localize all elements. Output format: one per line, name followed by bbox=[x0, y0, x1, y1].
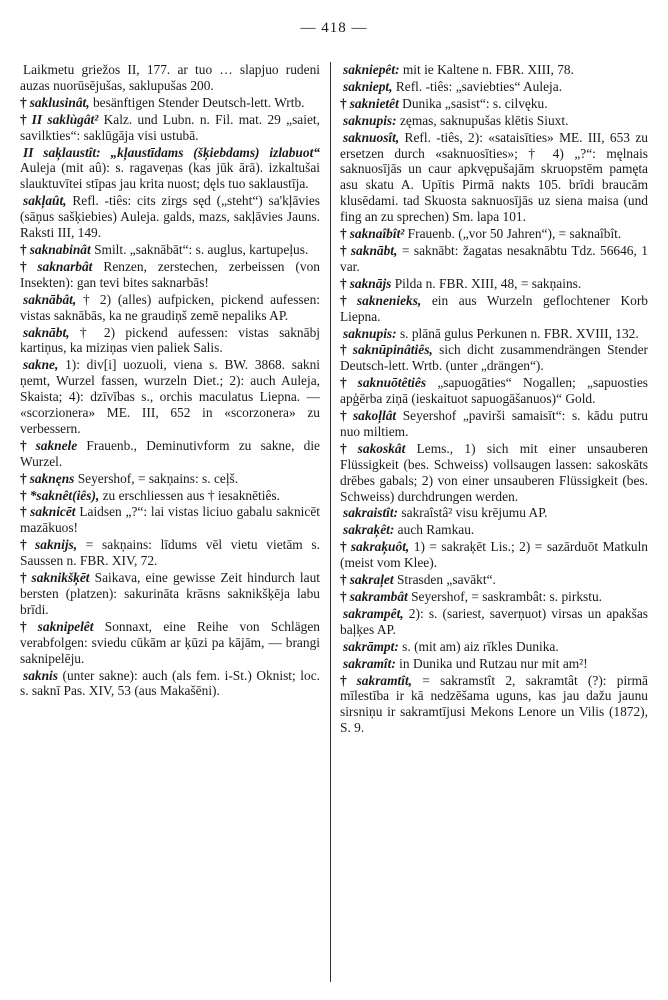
dagger-mark: † bbox=[340, 375, 355, 391]
entry-headword: saknijs, bbox=[35, 537, 78, 553]
dictionary-entry bbox=[20, 668, 320, 700]
right-column bbox=[340, 62, 648, 987]
dictionary-entry bbox=[20, 193, 320, 241]
entry-definition: s. plānā gulus Perkunen n. FBR. XVIII, 132. bbox=[396, 325, 639, 341]
entry-headword: saknuosît, bbox=[343, 129, 400, 145]
dagger-mark: † bbox=[340, 226, 347, 242]
entry-headword: sakļaût, bbox=[23, 193, 67, 209]
entry-headword: saknarbât bbox=[37, 258, 93, 274]
dagger-mark: † bbox=[340, 572, 347, 588]
dictionary-entry bbox=[340, 656, 648, 672]
dagger-mark: † bbox=[340, 408, 350, 424]
dictionary-entry bbox=[340, 441, 648, 505]
dictionary-entry bbox=[20, 62, 320, 94]
dagger-mark: † bbox=[20, 618, 35, 634]
entry-headword: saknuōtêtiês bbox=[357, 375, 427, 391]
entry-headword: sakrāmpt: bbox=[343, 638, 399, 654]
dictionary-entry bbox=[340, 589, 648, 605]
dictionary-entry bbox=[20, 145, 320, 193]
entry-definition: ein aus Wurzeln geflochtener Korb Liepna. bbox=[340, 292, 648, 324]
entry-headword: sakniepêt: bbox=[343, 62, 400, 77]
dictionary-entry bbox=[340, 505, 648, 521]
entry-headword: sakne, bbox=[23, 357, 59, 373]
dagger-mark: † bbox=[20, 570, 29, 586]
entry-definition: Seyershof, = saskrambât: s. pirkstu. bbox=[407, 589, 602, 604]
dictionary-entry bbox=[20, 357, 320, 437]
dagger-mark: † bbox=[20, 258, 35, 274]
dagger-mark: † bbox=[20, 241, 27, 257]
entry-headword: sakraistît: bbox=[343, 505, 399, 521]
entry-headword: II saklùgât² bbox=[31, 111, 99, 127]
dictionary-entry bbox=[340, 606, 648, 638]
entry-headword: saknele bbox=[35, 437, 78, 453]
dictionary-entry bbox=[340, 639, 648, 655]
entry-definition: sakraîstâ² visu krējumu AP. bbox=[398, 505, 548, 521]
dictionary-entry bbox=[20, 488, 320, 504]
entry-headword: saknupis: bbox=[343, 112, 397, 128]
dagger-mark: † bbox=[340, 440, 355, 456]
dagger-mark: † bbox=[340, 275, 347, 291]
dictionary-entry bbox=[20, 438, 320, 470]
entry-definition: zu erschliessen aus † iesaknētiês. bbox=[99, 487, 280, 503]
entry-definition: 1): div[i] uozuoli, viena s. BW. 3868. sakni ņemt, Wurzel fassen, wurzeln Diet.; 2): auch Auleja, Skaista; 4): dzīvības s., orchis maculatus Liepna. — «scorzionera» ME. III, 652 in «scorzonera» zu verbessern. bbox=[20, 357, 320, 436]
entry-headword: saknęns bbox=[29, 470, 75, 486]
entry-headword: *saknêt(iês), bbox=[29, 487, 100, 503]
entry-headword: saknābât, bbox=[23, 291, 77, 307]
dictionary-entry bbox=[340, 408, 648, 440]
dictionary-entry bbox=[20, 471, 320, 487]
dagger-mark: † bbox=[20, 504, 28, 520]
entry-definition: Laidsen „?“: lai vistas liciuo gabalu saknicēt mazākuos! bbox=[20, 504, 320, 536]
entry-definition: Saikava, eine gewisse Zeit hindurch laut bersten (platzen): sakurināta krāsns saknikšķēja labu brīdi. bbox=[20, 570, 320, 617]
entry-definition: Laikmetu griežos II, 177. ar tuo … slapjuo rudeni auzas nuorūsējušas, saklupušas 200. bbox=[20, 62, 320, 93]
entry-definition: Refl. -tiês: „saviebties“ Auleja. bbox=[392, 78, 563, 94]
entry-definition: „sapuogāties“ Nogallen; „sapuosties apģērba ziņā (ieskaituot sapuogāšanuos)“ Gold. bbox=[340, 375, 648, 407]
dictionary-entry bbox=[340, 572, 648, 588]
entry-headword: sakrambât bbox=[349, 589, 408, 604]
entry-headword: sakoskât bbox=[357, 440, 406, 456]
dictionary-entry bbox=[340, 243, 648, 275]
entry-definition: Lems., 1) sich mit einer unsauberen Flüssigkeit (bes. Schweiss) vollsaugen lassen: sakoskāts drēbes gabals; 2) von einer unsauberen Flüssigkeit (bes. Schweiss) durchdrungen werden. bbox=[340, 440, 648, 504]
entry-headword: saknabinât bbox=[29, 241, 91, 257]
entry-definition: auch Ramkau. bbox=[394, 522, 475, 538]
entry-headword: saknenieks, bbox=[356, 292, 422, 308]
entry-definition: Renzen, zerstechen, zerbeissen (von Insekten): gan tevi bites saknarbās! bbox=[20, 258, 320, 290]
entry-headword: sakraķêt: bbox=[343, 522, 395, 538]
dictionary-entry bbox=[20, 95, 320, 111]
dagger-mark: † bbox=[20, 94, 27, 110]
entry-headword: sakoļlât bbox=[352, 408, 397, 424]
entry-headword: sakraļet bbox=[349, 572, 394, 588]
dictionary-entry bbox=[20, 112, 320, 144]
entry-definition: = saknābt: žagatas nesaknābtu Tdz. 56646, 1 var. bbox=[340, 242, 648, 274]
dagger-mark: † bbox=[340, 95, 347, 111]
entry-headword: saknicēt bbox=[30, 504, 76, 520]
dictionary-entry bbox=[20, 292, 320, 324]
entry-definition: Strasden „savākt“. bbox=[393, 572, 496, 588]
dictionary-entry bbox=[340, 62, 648, 78]
dagger-mark: † bbox=[20, 437, 33, 453]
dictionary-entry bbox=[340, 539, 648, 571]
dictionary-entry bbox=[340, 79, 648, 95]
entry-definition: † 2) (alles) aufpicken, pickend aufessen: vistas saknābās, ka ne graudiņš zemē nepaliks AP. bbox=[20, 291, 320, 323]
entry-definition: Frauenb., Deminutivform zu sakne, die Wurzel. bbox=[20, 437, 320, 469]
entry-definition: Auleja (mit aû): s. ragaveņas (kas jūk ārā). izkaltušai slauktuvītei stīpas jau krita nuost; dęls tuo saklaustīja. bbox=[20, 160, 320, 192]
dagger-mark: † bbox=[340, 292, 354, 308]
dictionary-entry bbox=[340, 113, 648, 129]
page-number: — 418 — bbox=[300, 20, 368, 36]
entry-definition: Kalz. und Lubn. n. Fil. mat. 29 „saiet, savilkties“: saklūgāja visi ustubā. bbox=[20, 111, 320, 143]
entry-definition: Refl. -tiês, 2): «sataisīties» ME. III, 653 zu ersetzen durch «saknuosīties»; † 4) „?“: męlnais saknuosījās un caur apkvępušajām skruopstēm pamęta asu skatu A. Upītis Pirmā nakts 105. brīdi braucām klusēdami. tad Skuosta saknuosījās uz siena maisa (und fing an zu sprechen) Sm. lapa 101. bbox=[340, 129, 648, 225]
entry-headword: sakramtît, bbox=[356, 672, 413, 688]
entry-definition: mit ie Kaltene n. FBR. XIII, 78. bbox=[399, 62, 574, 77]
dictionary-entry bbox=[340, 326, 648, 342]
entry-headword: saknis bbox=[23, 667, 58, 683]
entry-headword: sakramît: bbox=[343, 655, 396, 671]
entry-headword: II saķlaustît: „kļaustīdams (šķiebdams) izlabuot“ bbox=[23, 144, 320, 160]
entry-definition: 1) = sakraķēt Lis.; 2) = sazārduōt Matkuln (meist vom Klee). bbox=[340, 539, 648, 571]
entry-headword: saknupis: bbox=[343, 325, 397, 341]
dagger-mark: † bbox=[340, 672, 354, 688]
entry-headword: saknūpinâtiês, bbox=[352, 342, 433, 358]
entry-headword: saknājs bbox=[349, 275, 392, 291]
entry-headword: saklusinât, bbox=[29, 94, 90, 110]
entry-definition: zęmas, saknupušas klētis Siuxt. bbox=[396, 112, 569, 128]
entry-headword: saknipelêt bbox=[37, 618, 94, 634]
dictionary-entry bbox=[340, 276, 648, 292]
entry-definition: Frauenb. („vor 50 Jahren“), = saknaîbît. bbox=[404, 226, 622, 242]
entry-headword: saknābt, bbox=[350, 242, 398, 258]
entry-definition: Smilt. „saknābāt“: s. auglus, kartupeļus. bbox=[90, 241, 309, 257]
entry-headword: saknietêt bbox=[349, 95, 399, 111]
entry-definition: in Dunika und Rutzau nur mit am²! bbox=[395, 655, 588, 671]
dagger-mark: † bbox=[20, 470, 27, 486]
entry-definition: Dunika „sasist“: s. cilvęku. bbox=[398, 95, 548, 111]
dictionary-entry bbox=[20, 537, 320, 569]
left-column bbox=[20, 62, 320, 987]
dagger-mark: † bbox=[340, 539, 348, 555]
dagger-mark: † bbox=[340, 342, 350, 358]
entry-definition: (unter sakne): auch (als fem. i-St.) Oknist; loc. s. saknī Pas. XIV, 53 (aus Makašēni). bbox=[20, 667, 320, 699]
entry-definition: besänftigen Stender Deutsch-lett. Wrtb. bbox=[89, 94, 305, 110]
dagger-mark: † bbox=[20, 111, 29, 127]
dictionary-entry bbox=[340, 293, 648, 325]
entry-definition: Seyershof „pavirši samaisīt“: s. kādu putru nuo miltiem. bbox=[340, 408, 648, 439]
entry-headword: saknaîbît² bbox=[349, 226, 405, 242]
dictionary-entry bbox=[340, 130, 648, 225]
dictionary-entry bbox=[340, 96, 648, 112]
entry-definition: † 2) pickend aufessen: vistas saknābj kartiņus, ka miziņas vien paliek Salis. bbox=[20, 324, 320, 356]
dictionary-entry bbox=[20, 242, 320, 258]
dagger-mark: † bbox=[340, 242, 348, 258]
dictionary-entry bbox=[340, 226, 648, 242]
dictionary-entry bbox=[340, 342, 648, 374]
dictionary-entry bbox=[340, 673, 648, 737]
dagger-mark: † bbox=[20, 537, 33, 553]
entry-definition: Sonnaxt, eine Reihe von Schlägen verabfolgen: sviedu cūkām ar ķūzi pa kājām, — brangi saknipelēju. bbox=[20, 618, 320, 666]
entry-definition: Refl. -tiês: cits zirgs sęd („steht“) sa'kļāvies (sāņus sašķiebies) Auleja. galds, mazs, sakļāvies Jauns. Raksti III, 149. bbox=[20, 193, 320, 241]
entry-headword: sakniept, bbox=[343, 78, 393, 94]
dictionary-entry bbox=[20, 619, 320, 667]
entry-definition: s. (mit am) aiz rīkles Dunika. bbox=[398, 638, 559, 654]
entry-headword: saknābt, bbox=[23, 324, 70, 340]
dictionary-columns bbox=[20, 62, 648, 987]
entry-headword: sakraķuôt, bbox=[350, 539, 410, 555]
entry-definition: 2): s. (sariest, saverņuot) virsas un apakšas baļķes AP. bbox=[340, 605, 648, 637]
dagger-mark: † bbox=[20, 487, 27, 503]
dagger-mark: † bbox=[340, 589, 347, 604]
dictionary-entry bbox=[20, 504, 320, 536]
entry-headword: saknikšķēt bbox=[31, 570, 90, 586]
dictionary-entry bbox=[20, 570, 320, 618]
entry-headword: sakrampêt, bbox=[343, 605, 404, 621]
dictionary-entry bbox=[340, 375, 648, 407]
entry-definition: = sakņains: līdums vēl vietu vietām s. Saussen n. FBR. XIV, 72. bbox=[20, 537, 320, 569]
dictionary-entry bbox=[340, 522, 648, 538]
entry-definition: sich dicht zusammendrängen Stender Deutsch-lett. Wrtb. (unter „drängen“). bbox=[340, 342, 648, 374]
entry-definition: Pilda n. FBR. XIII, 48, = sakņains. bbox=[391, 275, 582, 291]
entry-definition: Seyershof, = sakņains: s. ceļš. bbox=[74, 470, 239, 486]
dictionary-entry bbox=[20, 259, 320, 291]
dictionary-entry bbox=[20, 325, 320, 357]
entry-definition: = sakramstît 2, sakramtât (?): pirmā mīlestība ir kā nedzēšama uguns, kas jau dažu jaunu sirsniņu ir sakramtījusi Mekons Lenore un Vilis (1872), S. 9. bbox=[340, 672, 648, 736]
